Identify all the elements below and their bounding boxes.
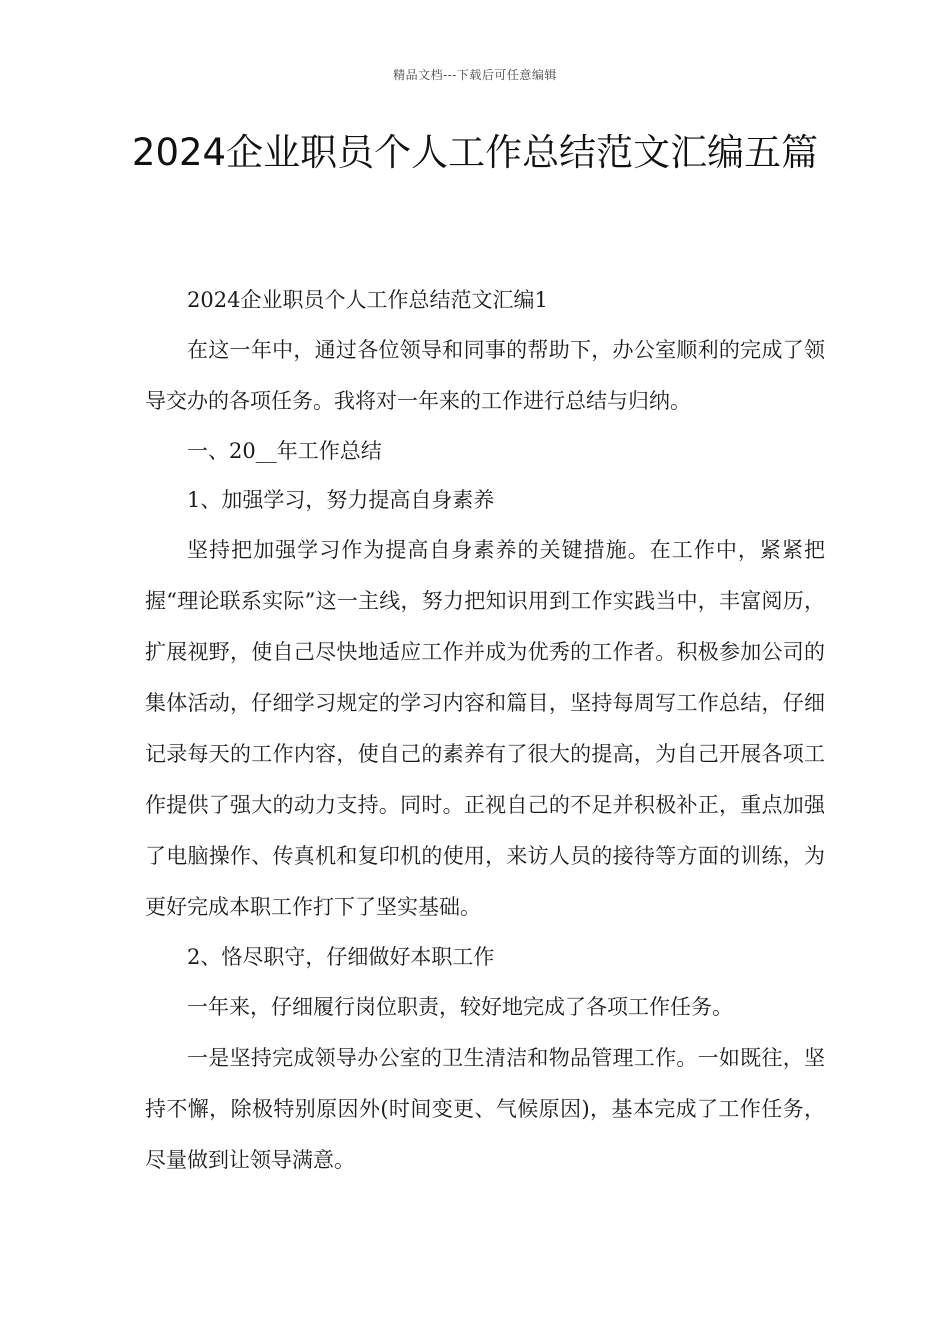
paragraph: 坚持把加强学习作为提高自身素养的关键措施。在工作中，紧紧把握“理论联系实际”这一主线，努力把知识用到工作实践当中，丰富阅历，扩展视野，使自己尽快地适应工作并成为优秀的工作者。积极参加公司的集体活动，仔细学习规定的学习内容和篇目，坚持每周写工作总结，仔细记录每天的工作内容，使自己的素养有了很大的提高，为自己开展各项工作提供了强大的动力支持。同时。正视自己的不足并积极补正，重点加强了电脑操作、传真机和复印机的使用，来访人员的接待等方面的训练，为更好完成本职工作打下了坚实基础。 bbox=[145, 538, 825, 919]
paragraph: 一是坚持完成领导办公室的卫生清洁和物品管理工作。一如既往，坚持不懈，除极特别原因外(时间变更、气候原因)，基本完成了工作任务，尽量做到让领导满意。 bbox=[145, 1046, 825, 1172]
subsection-heading: 2、恪尽职守，仔细做好本职工作 bbox=[187, 945, 495, 969]
paragraph: 在这一年中，通过各位领导和同事的帮助下，办公室顺利的完成了领导交办的各项任务。我将对一年来的工作进行总结与归纳。 bbox=[145, 338, 825, 413]
subsection-heading: 1、加强学习，努力提高自身素养 bbox=[187, 488, 495, 512]
section-heading: 一、20__年工作总结 bbox=[187, 439, 382, 463]
header-note: 精品文档---下载后可任意编辑 bbox=[393, 68, 557, 82]
document-body bbox=[145, 276, 825, 1186]
document-title: 2024企业职员个人工作总结范文汇编五篇 bbox=[131, 131, 819, 174]
section-title: 2024企业职员个人工作总结范文汇编1 bbox=[187, 288, 548, 312]
paragraph: 一年来，仔细履行岗位职责，较好地完成了各项工作任务。 bbox=[187, 995, 733, 1019]
